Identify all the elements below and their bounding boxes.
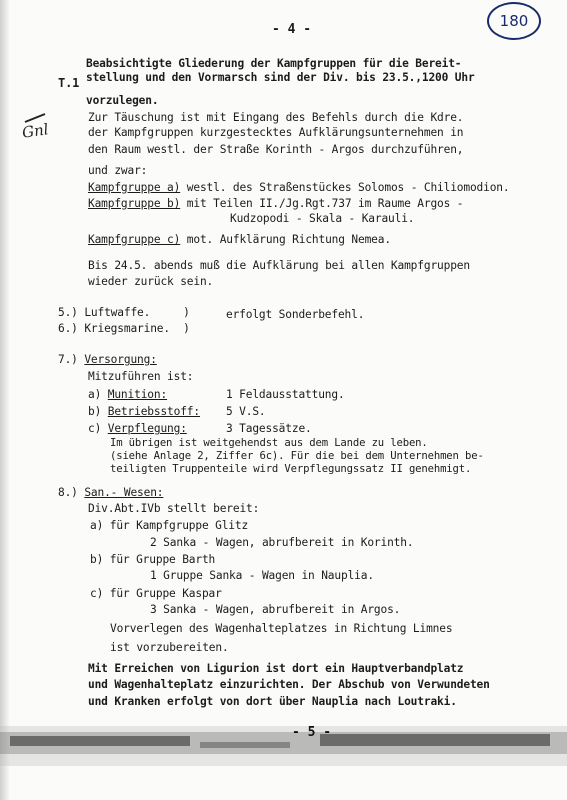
sanwesen-c: c) für Gruppe Kaspar [90,587,222,600]
sanwesen-b: b) für Gruppe Barth [90,553,216,566]
kampfgruppe-a: Kampfgruppe a) westl. des Straßenstückes Solomos - Chiliomodion. [88,181,510,194]
versorgung-c-value: 3 Tagessätze. [226,422,312,435]
archive-stamp-number: 180 [487,2,541,40]
versorgung-sub: Mitzuführen ist: [88,370,194,383]
intro-line-2: stellung und den Vormarsch sind der Div. bis 23.5.,1200 Uhr [86,71,475,84]
versorgung-note-1: Im übrigen ist weitgehendst aus dem Lande zu leben. [110,437,428,449]
section-marker: T.1 [58,76,80,90]
versorgung-a-value: 1 Feldausstattung. [226,388,345,401]
sonderbefehl-text: erfolgt Sonderbefehl. [226,308,365,321]
item-luftwaffe: 5.) Luftwaffe. ) [58,306,190,319]
sanwesen-b-value: 1 Gruppe Sanka - Wagen in Nauplia. [150,569,374,582]
intro-line-1: Beabsichtigte Gliederung der Kampfgruppen für die Bereit- [86,57,462,70]
sanwesen-vor-2: ist vorzubereiten. [110,641,229,654]
page-number-bottom: - 5 - [292,725,332,740]
sanwesen-end-3: und Kranken erfolgt von dort über Nauplia nach Loutraki. [88,695,457,708]
tauschung-line-3: den Raum westl. der Straße Korinth - Argos durchzuführen, [88,143,464,156]
tauschung-line-4: und zwar: [88,164,148,177]
margin-bracket-mark [15,108,55,168]
versorgung-note-3: teiligten Truppenteile wird Verpflegungssatz II genehmigt. [110,463,472,475]
kampfgruppe-b-cont: Kudzopodi - Skala - Karauli. [230,212,415,225]
kampfgruppe-b: Kampfgruppe b) mit Teilen II./Jg.Rgt.737 im Raume Argos - [88,197,464,210]
sanwesen-sub: Div.Abt.IVb stellt bereit: [88,502,260,515]
versorgung-b: b) Betriebsstoff: [88,405,200,418]
sanwesen-a-value: 2 Sanka - Wagen, abrufbereit in Korinth. [150,536,414,549]
versorgung-note-2: (siehe Anlage 2, Ziffer 6c). Für die bei dem Unternehmen be- [110,450,484,462]
page-number-top: - 4 - [272,22,312,37]
handwritten-margin-note: Gnl [20,120,50,142]
deadline-line-2: wieder zurück sein. [88,275,214,288]
sanwesen-c-value: 3 Sanka - Wagen, abrufbereit in Argos. [150,603,401,616]
kampfgruppe-c: Kampfgruppe c) mot. Aufklärung Richtung Nemea. [88,233,391,246]
sanwesen-end-1: Mit Erreichen von Ligurion ist dort ein Hauptverbandplatz [88,662,464,675]
scan-edge-shadow [0,0,10,800]
intro-line-3: vorzulegen. [86,94,159,107]
versorgung-c: c) Verpflegung: [88,422,187,435]
sanwesen-end-2: und Wagenhalteplatz einzurichten. Der Abschub von Verwundeten [88,678,490,691]
versorgung-b-value: 5 V.S. [226,405,266,418]
sanwesen-a: a) für Kampfgruppe Glitz [90,519,249,532]
versorgung-a: a) Munition: [88,388,168,401]
sanwesen-vor-1: Vorverlegen des Wagenhalteplatzes in Richtung Limnes [110,622,453,635]
versorgung-heading: 7.) Versorgung: [58,353,157,366]
tauschung-line-2: der Kampfgruppen kurzgestecktes Aufklärungsunternehmen in [88,126,464,139]
sanwesen-heading: 8.) San.- Wesen: [58,486,164,499]
item-kriegsmarine: 6.) Kriegsmarine. ) [58,322,190,335]
scan-noise-band [0,712,567,800]
deadline-line-1: Bis 24.5. abends muß die Aufklärung bei allen Kampfgruppen [88,259,470,272]
tauschung-line-1: Zur Täuschung ist mit Eingang des Befehls durch die Kdre. [88,111,464,124]
